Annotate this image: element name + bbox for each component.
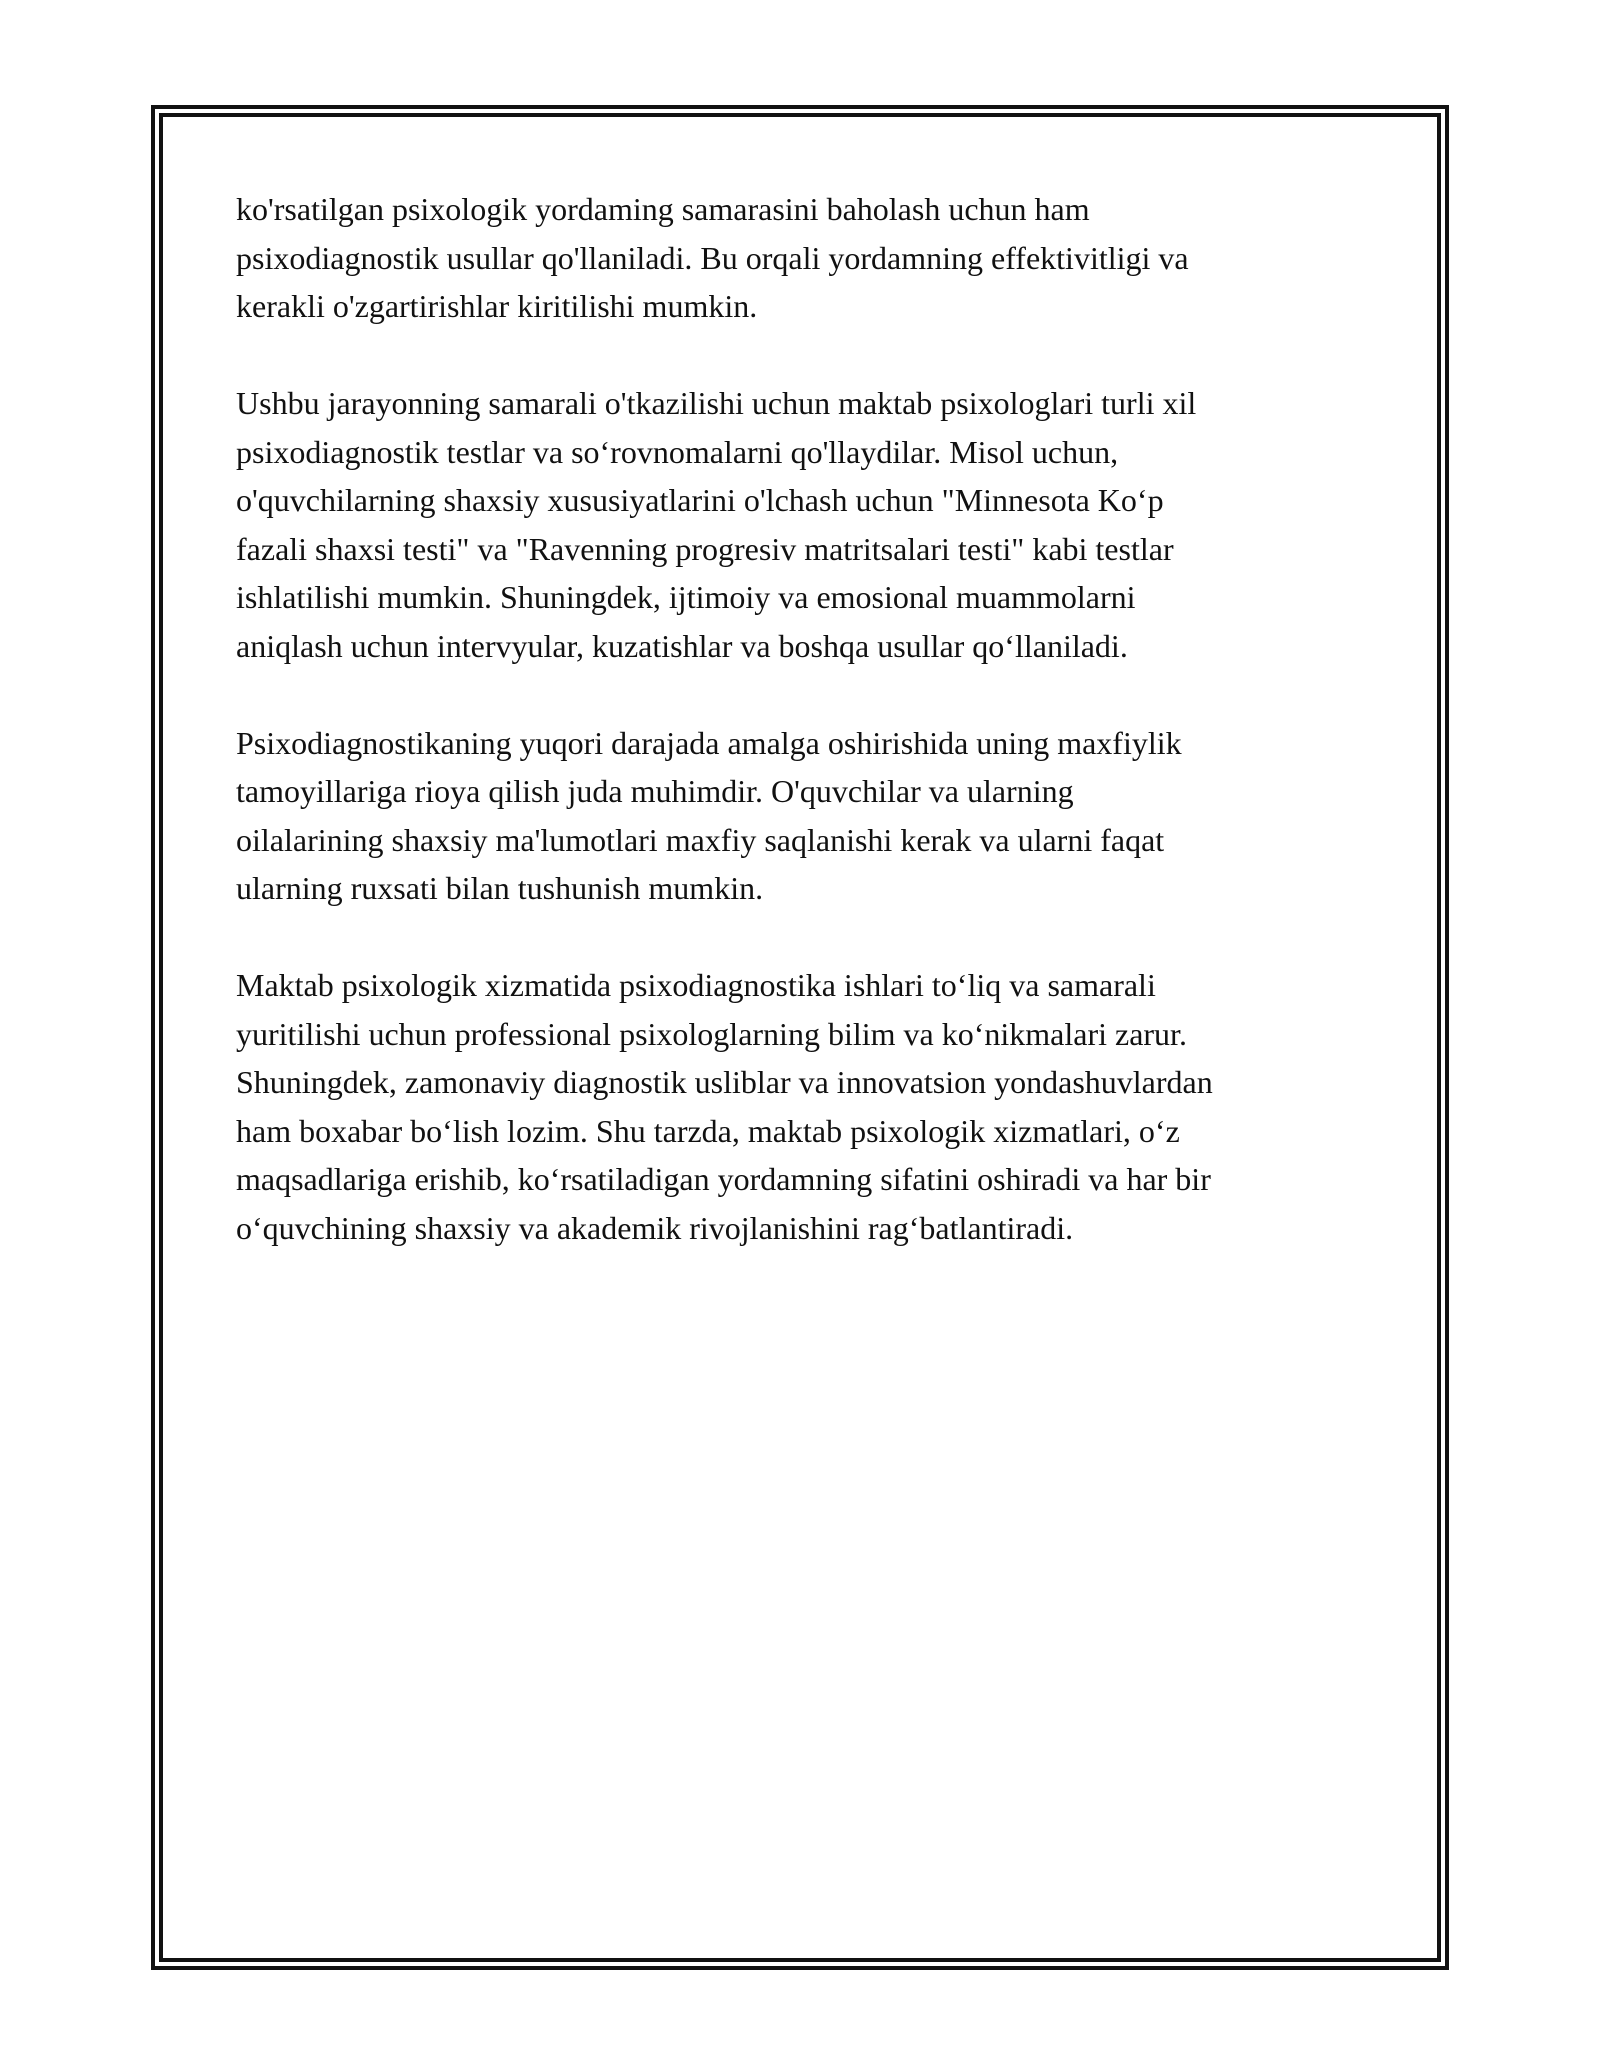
paragraph-line: o‘quvchining shaxsiy va akademik rivojlanishini rag‘batlantiradi. [236,1209,1074,1246]
paragraph-line: Maktab psixologik xizmatida psixodiagnostika ishlari to‘liq va samarali [236,967,1156,1003]
paragraph-line: maqsadlariga erishib, ko‘rsatiladigan yordamning sifatini oshiradi va har bir [236,1161,1211,1197]
paragraph-1 [236,185,1376,331]
paragraph-line: ishlatilishi mumkin. Shuningdek, ijtimoiy va emosional muammolarni [236,579,1136,615]
paragraph-3 [236,719,1376,913]
paragraph-line: Shuningdek, zamonaviy diagnostik usliblar va innovatsion yondashuvlardan [236,1064,1213,1100]
paragraph-line: oilalarining shaxsiy ma'lumotlari maxfiy saqlanishi kerak va ularni faqat [236,821,1165,858]
paragraph-line: o'quvchilarning shaxsiy xususiyatlarini o'lchash uchun "Minnesota Ko‘p [236,482,1164,518]
paragraph-line: Psixodiagnostikaning yuqori darajada amalga oshirishida uning maxfiylik [236,724,1182,761]
paragraph-4 [236,961,1376,1252]
paragraph-line: tamoyillariga rioya qilish juda muhimdir. O'quvchilar va ularning [236,773,1074,809]
paragraph-line: aniqlash uchun intervyular, kuzatishlar va boshqa usullar qo‘llaniladi. [236,627,1128,664]
paragraph-line: kerakli o'zgartirishlar kiritilishi mumkin. [236,288,758,324]
paragraph-line: fazali shaxsi testi" va "Ravenning progresiv matritsalari testi" kabi testlar [236,530,1174,567]
paragraph-line: psixodiagnostik usullar qo'llaniladi. Bu orqali yordamning effektivitligi va [236,239,1189,276]
paragraph-2 [236,379,1376,670]
paragraph-line: ko'rsatilgan psixologik yordaming samarasini baholash uchun ham [236,191,1090,227]
document-body [236,185,1376,1301]
paragraph-line: ham boxabar bo‘lish lozim. Shu tarzda, maktab psixologik xizmatlari, o‘z [236,1112,1180,1149]
paragraph-line: Ushbu jarayonning samarali o'tkazilishi uchun maktab psixologlari turli xil [236,385,1197,421]
paragraph-line: yuritilishi uchun professional psixologlarning bilim va ko‘nikmalari zarur. [236,1015,1187,1052]
paragraph-line: ularning ruxsati bilan tushunish mumkin. [236,870,764,906]
paragraph-line: psixodiagnostik testlar va so‘rovnomalarni qo'llaydilar. Misol uchun, [236,433,1119,470]
